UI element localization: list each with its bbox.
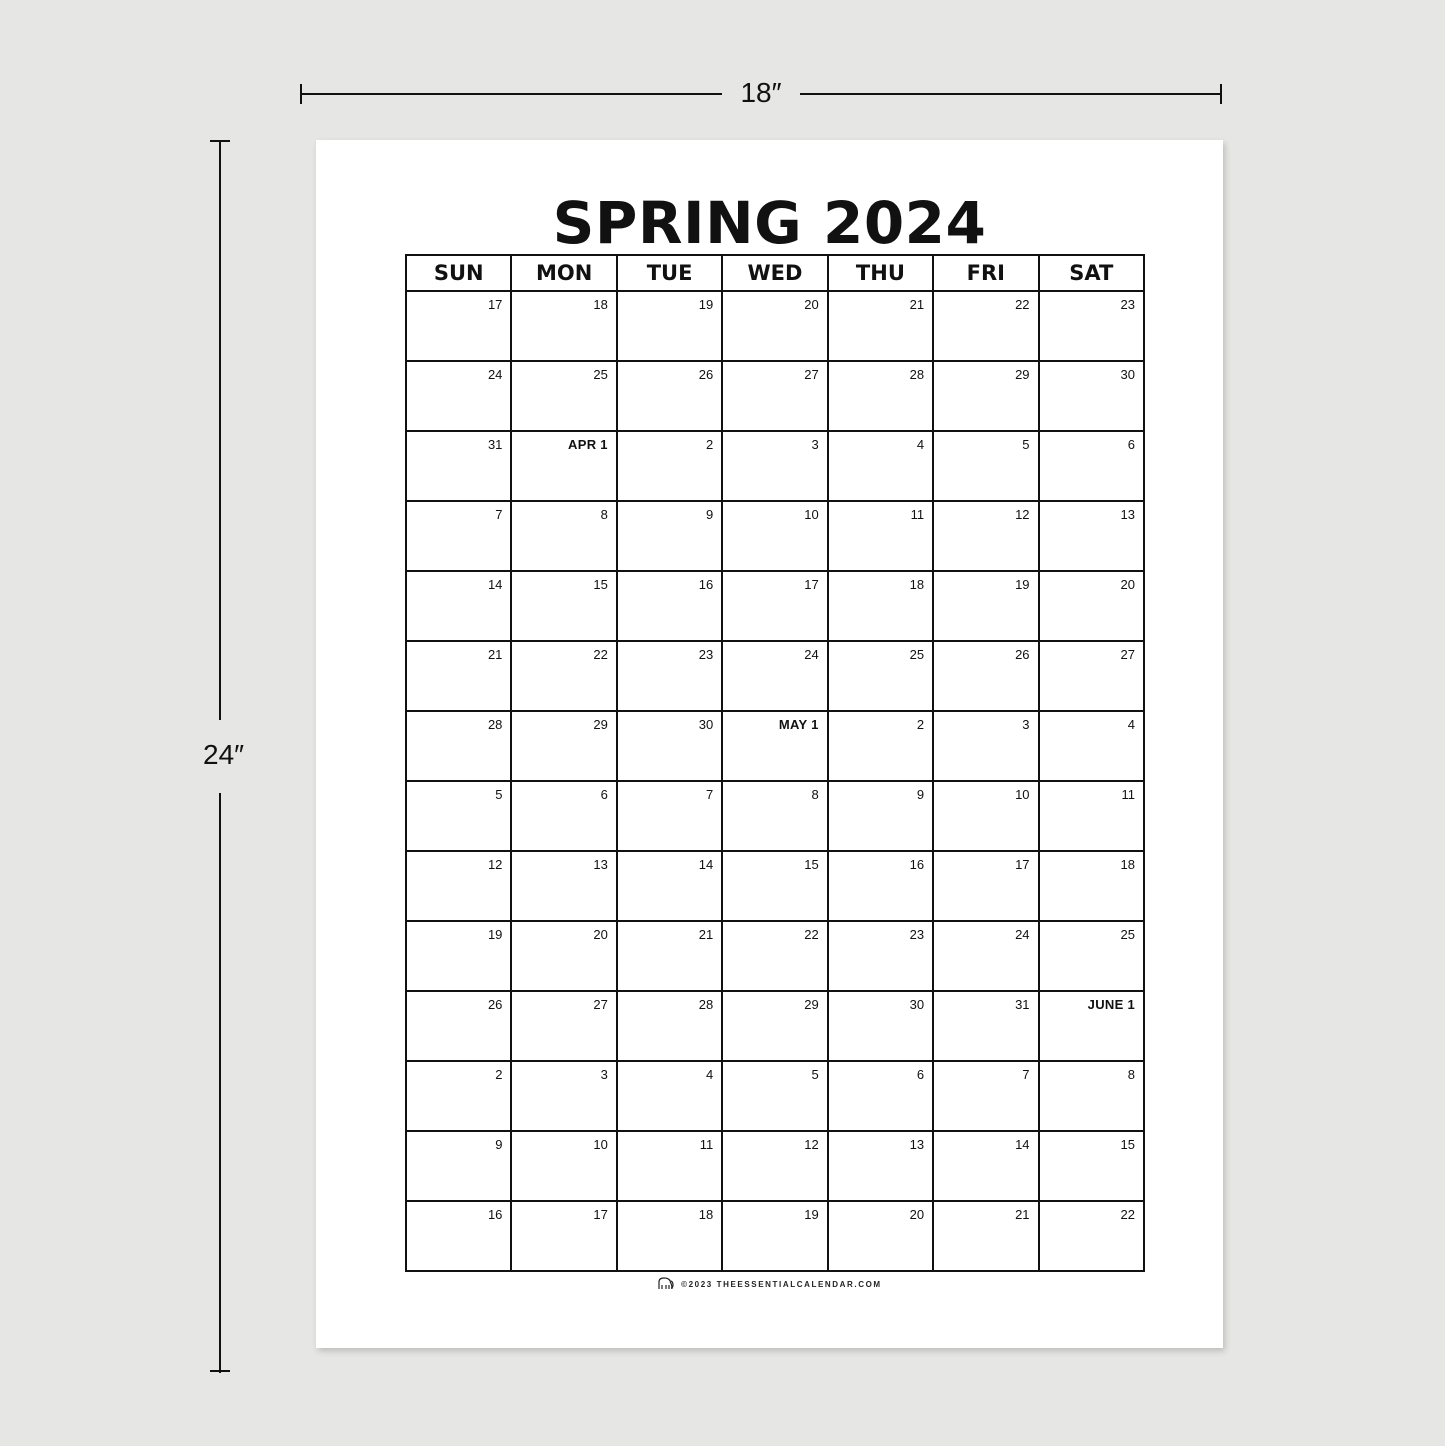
day-cell[interactable] xyxy=(406,1061,511,1131)
day-number: 22 xyxy=(593,647,608,662)
day-cell[interactable] xyxy=(828,431,933,501)
day-number: 20 xyxy=(909,1207,925,1222)
day-cell[interactable] xyxy=(406,1201,511,1271)
day-number: 16 xyxy=(698,577,714,592)
week-row xyxy=(406,501,1144,571)
day-number: 3 xyxy=(600,1067,608,1082)
day-number: 11 xyxy=(1121,787,1135,802)
day-cell[interactable] xyxy=(406,431,511,501)
day-number: 12 xyxy=(487,857,503,872)
day-number: APR 1 xyxy=(568,437,608,452)
day-number: 31 xyxy=(487,437,503,452)
day-number: 6 xyxy=(1127,437,1135,452)
day-cell[interactable] xyxy=(828,711,933,781)
day-cell[interactable] xyxy=(1039,501,1144,571)
dimension-line-bottom xyxy=(219,793,221,1373)
week-row xyxy=(406,1131,1144,1201)
weekday-sat: SAT xyxy=(1039,255,1144,291)
day-number: JUNE 1 xyxy=(1087,997,1135,1012)
day-cell[interactable] xyxy=(406,361,511,431)
day-cell[interactable] xyxy=(933,851,1038,921)
day-number: 2 xyxy=(706,437,714,452)
day-cell[interactable] xyxy=(406,501,511,571)
day-cell[interactable] xyxy=(722,781,827,851)
elephant-logo-icon xyxy=(657,1277,675,1293)
day-number: 13 xyxy=(1120,507,1135,522)
day-cell[interactable] xyxy=(511,571,616,641)
day-cell[interactable] xyxy=(511,431,616,501)
week-row xyxy=(406,1061,1144,1131)
day-number: 4 xyxy=(706,1067,714,1082)
day-number: 5 xyxy=(811,1067,819,1082)
day-cell[interactable] xyxy=(933,571,1038,641)
dimension-line-right xyxy=(800,93,1222,95)
day-number: 22 xyxy=(804,927,819,942)
day-cell[interactable] xyxy=(828,1131,933,1201)
day-number: 15 xyxy=(804,857,819,872)
week-row xyxy=(406,1201,1144,1271)
day-number: 19 xyxy=(804,1207,819,1222)
day-number: 31 xyxy=(1015,997,1030,1012)
day-cell[interactable] xyxy=(933,921,1038,991)
day-number: 22 xyxy=(1120,1207,1135,1222)
day-number: 17 xyxy=(487,297,503,312)
day-cell[interactable] xyxy=(617,1061,722,1131)
day-cell[interactable] xyxy=(722,711,827,781)
day-cell[interactable] xyxy=(933,431,1038,501)
day-number: 3 xyxy=(1022,717,1030,732)
day-cell[interactable] xyxy=(722,431,827,501)
weekday-tue: TUE xyxy=(617,255,722,291)
day-number: 22 xyxy=(1015,297,1030,312)
week-row xyxy=(406,711,1144,781)
day-number: 28 xyxy=(909,367,925,382)
day-number: 11 xyxy=(910,507,925,522)
day-cell[interactable] xyxy=(617,851,722,921)
dimension-line-top xyxy=(219,140,221,720)
day-number: 19 xyxy=(1015,577,1030,592)
day-number: 23 xyxy=(698,647,714,662)
week-row xyxy=(406,921,1144,991)
weekday-sun: SUN xyxy=(406,255,511,291)
day-cell[interactable] xyxy=(617,571,722,641)
day-cell[interactable] xyxy=(722,291,827,361)
day-number: 23 xyxy=(1120,297,1135,312)
day-number: 10 xyxy=(1015,787,1030,802)
weekday-fri: FRI xyxy=(933,255,1038,291)
day-cell[interactable] xyxy=(1039,921,1144,991)
day-cell[interactable] xyxy=(933,1131,1038,1201)
week-row xyxy=(406,431,1144,501)
day-cell[interactable] xyxy=(511,641,616,711)
day-cell[interactable] xyxy=(406,711,511,781)
day-cell[interactable] xyxy=(722,921,827,991)
day-cell[interactable] xyxy=(1039,781,1144,851)
day-cell[interactable] xyxy=(933,641,1038,711)
calendar-grid xyxy=(405,254,1145,1272)
day-cell[interactable] xyxy=(406,991,511,1061)
day-number: 9 xyxy=(706,507,714,522)
day-cell[interactable] xyxy=(1039,711,1144,781)
day-number: 12 xyxy=(804,1137,819,1152)
day-number: 6 xyxy=(916,1067,925,1082)
day-cell[interactable] xyxy=(1039,431,1144,501)
day-cell[interactable] xyxy=(1039,291,1144,361)
day-number: 13 xyxy=(909,1137,925,1152)
day-number: 8 xyxy=(600,507,608,522)
dimension-endcap-bottom xyxy=(210,1370,230,1372)
day-cell[interactable] xyxy=(406,1131,511,1201)
weekday-header-row xyxy=(406,255,1144,291)
day-cell[interactable] xyxy=(828,921,933,991)
day-cell[interactable] xyxy=(617,431,722,501)
day-number: 18 xyxy=(1120,857,1135,872)
calendar-sheet xyxy=(316,140,1223,1348)
day-cell[interactable] xyxy=(722,1201,827,1271)
day-cell[interactable] xyxy=(617,991,722,1061)
day-cell[interactable] xyxy=(828,1061,933,1131)
day-number: 28 xyxy=(698,997,714,1012)
calendar-title: SPRING 2024 xyxy=(552,189,987,257)
day-number: 21 xyxy=(487,647,503,662)
footer xyxy=(316,1277,1223,1293)
day-cell[interactable] xyxy=(828,291,933,361)
day-number: 23 xyxy=(909,927,925,942)
day-number: 18 xyxy=(909,577,925,592)
day-number: 27 xyxy=(1120,647,1135,662)
day-number: 9 xyxy=(495,1137,503,1152)
weekday-wed: WED xyxy=(722,255,827,291)
width-dimension-marker xyxy=(300,77,1222,108)
day-cell[interactable] xyxy=(1039,851,1144,921)
day-number: 25 xyxy=(593,367,608,382)
day-number: 20 xyxy=(804,297,819,312)
day-cell[interactable] xyxy=(1039,1061,1144,1131)
day-number: 5 xyxy=(1022,437,1030,452)
week-row xyxy=(406,291,1144,361)
day-number: 7 xyxy=(1022,1067,1030,1082)
day-cell[interactable] xyxy=(511,291,616,361)
day-cell[interactable] xyxy=(511,361,616,431)
day-number: 6 xyxy=(600,787,608,802)
day-cell[interactable] xyxy=(933,501,1038,571)
width-label: 18″ xyxy=(740,77,782,108)
day-number: 18 xyxy=(593,297,608,312)
day-cell[interactable] xyxy=(406,781,511,851)
day-cell[interactable] xyxy=(933,1201,1038,1271)
day-number: 16 xyxy=(909,857,925,872)
day-number: 20 xyxy=(1120,577,1135,592)
day-cell[interactable] xyxy=(1039,571,1144,641)
day-cell[interactable] xyxy=(1039,641,1144,711)
day-number: 30 xyxy=(1120,367,1135,382)
day-cell[interactable] xyxy=(722,851,827,921)
day-number: 25 xyxy=(1120,927,1135,942)
day-cell[interactable] xyxy=(828,571,933,641)
day-number: 11 xyxy=(699,1137,714,1152)
day-cell[interactable] xyxy=(722,1061,827,1131)
day-number: 17 xyxy=(593,1207,608,1222)
day-number: 10 xyxy=(593,1137,608,1152)
day-number: 24 xyxy=(487,367,503,382)
day-number: 26 xyxy=(487,997,503,1012)
day-number: 2 xyxy=(916,717,925,732)
day-number: 7 xyxy=(706,787,714,802)
day-cell[interactable] xyxy=(617,1131,722,1201)
day-number: 19 xyxy=(698,297,714,312)
day-cell[interactable] xyxy=(722,361,827,431)
day-cell[interactable] xyxy=(406,291,511,361)
day-cell[interactable] xyxy=(617,921,722,991)
day-number: 29 xyxy=(804,997,819,1012)
day-number: 4 xyxy=(1127,717,1135,732)
day-number: 27 xyxy=(804,367,819,382)
day-number: 21 xyxy=(1015,1207,1030,1222)
day-number: 15 xyxy=(593,577,608,592)
day-number: 27 xyxy=(593,997,608,1012)
day-cell[interactable] xyxy=(933,991,1038,1061)
day-cell[interactable] xyxy=(722,571,827,641)
day-cell[interactable] xyxy=(828,851,933,921)
height-label: 24″ xyxy=(203,739,245,770)
day-number: 30 xyxy=(698,717,714,732)
day-number: 29 xyxy=(1015,367,1030,382)
week-row xyxy=(406,991,1144,1061)
day-cell[interactable] xyxy=(406,571,511,641)
week-row xyxy=(406,641,1144,711)
day-number: 9 xyxy=(916,787,925,802)
day-cell[interactable] xyxy=(511,921,616,991)
day-cell[interactable] xyxy=(617,781,722,851)
dimension-endcap-right xyxy=(1220,84,1222,104)
weekday-mon: MON xyxy=(511,255,616,291)
day-number: 18 xyxy=(698,1207,714,1222)
day-number: 7 xyxy=(495,507,503,522)
day-number: 8 xyxy=(811,787,819,802)
day-cell[interactable] xyxy=(617,291,722,361)
day-cell[interactable] xyxy=(933,1061,1038,1131)
day-number: 24 xyxy=(1015,927,1030,942)
day-number: 2 xyxy=(495,1067,503,1082)
day-number: 3 xyxy=(811,437,819,452)
day-cell[interactable] xyxy=(511,1061,616,1131)
day-number: 26 xyxy=(698,367,714,382)
day-number: 25 xyxy=(909,647,925,662)
day-number: 24 xyxy=(804,647,819,662)
day-cell[interactable] xyxy=(617,501,722,571)
day-cell[interactable] xyxy=(828,501,933,571)
day-cell[interactable] xyxy=(1039,1201,1144,1271)
day-cell[interactable] xyxy=(1039,1131,1144,1201)
day-number: 19 xyxy=(487,927,503,942)
day-cell[interactable] xyxy=(828,641,933,711)
day-cell[interactable] xyxy=(511,991,616,1061)
day-cell[interactable] xyxy=(1039,361,1144,431)
footer-copyright: ©2023 THEESSENTIALCALENDAR.COM xyxy=(681,1280,882,1290)
day-cell[interactable] xyxy=(1039,991,1144,1061)
day-number: 14 xyxy=(1015,1137,1030,1152)
calendar-weeks xyxy=(406,291,1144,1271)
day-cell[interactable] xyxy=(406,921,511,991)
day-number: 15 xyxy=(1120,1137,1135,1152)
day-cell[interactable] xyxy=(406,641,511,711)
day-cell[interactable] xyxy=(828,361,933,431)
height-dimension-marker xyxy=(205,140,245,1373)
day-number: MAY 1 xyxy=(778,717,819,732)
day-number: 14 xyxy=(698,857,714,872)
week-row xyxy=(406,781,1144,851)
day-number: 8 xyxy=(1127,1067,1135,1082)
day-cell[interactable] xyxy=(828,1201,933,1271)
day-cell[interactable] xyxy=(511,851,616,921)
day-cell[interactable] xyxy=(617,711,722,781)
day-number: 17 xyxy=(804,577,819,592)
day-number: 21 xyxy=(698,927,714,942)
day-cell[interactable] xyxy=(406,851,511,921)
day-cell[interactable] xyxy=(722,501,827,571)
day-cell[interactable] xyxy=(933,711,1038,781)
day-number: 21 xyxy=(909,297,925,312)
day-cell[interactable] xyxy=(722,641,827,711)
day-number: 29 xyxy=(593,717,608,732)
week-row xyxy=(406,851,1144,921)
day-cell[interactable] xyxy=(511,501,616,571)
day-number: 20 xyxy=(593,927,608,942)
day-cell[interactable] xyxy=(511,1201,616,1271)
day-cell[interactable] xyxy=(828,781,933,851)
day-cell[interactable] xyxy=(828,991,933,1061)
day-number: 12 xyxy=(1015,507,1030,522)
day-cell[interactable] xyxy=(617,641,722,711)
day-number: 5 xyxy=(495,787,503,802)
day-cell[interactable] xyxy=(933,291,1038,361)
day-cell[interactable] xyxy=(617,1201,722,1271)
day-cell[interactable] xyxy=(722,991,827,1061)
day-number: 16 xyxy=(487,1207,503,1222)
day-number: 17 xyxy=(1015,857,1030,872)
day-cell[interactable] xyxy=(933,781,1038,851)
day-cell[interactable] xyxy=(511,781,616,851)
day-number: 26 xyxy=(1015,647,1030,662)
day-number: 13 xyxy=(593,857,608,872)
week-row xyxy=(406,571,1144,641)
day-number: 28 xyxy=(487,717,503,732)
day-number: 14 xyxy=(487,577,503,592)
day-cell[interactable] xyxy=(722,1131,827,1201)
day-cell[interactable] xyxy=(511,711,616,781)
day-number: 10 xyxy=(804,507,819,522)
day-cell[interactable] xyxy=(617,361,722,431)
day-number: 30 xyxy=(909,997,925,1012)
week-row xyxy=(406,361,1144,431)
day-cell[interactable] xyxy=(933,361,1038,431)
weekday-thu: THU xyxy=(828,255,933,291)
day-number: 4 xyxy=(916,437,925,452)
day-cell[interactable] xyxy=(511,1131,616,1201)
